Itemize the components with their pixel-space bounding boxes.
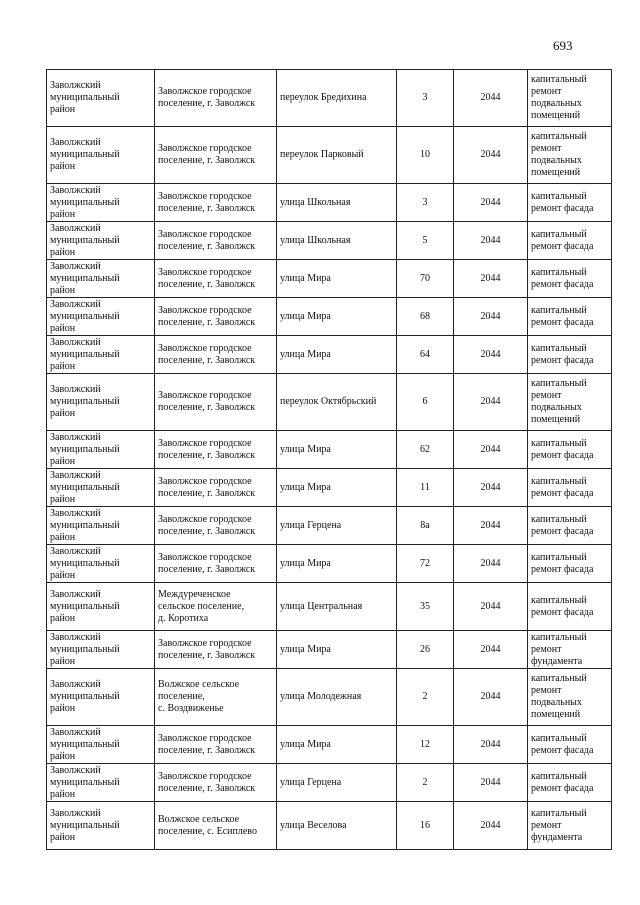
municipality-cell: Заволжский муниципальный район — [47, 764, 155, 802]
work-type-cell: капитальный ремонт подвальных помещений — [528, 70, 612, 127]
municipality-cell: Заволжский муниципальный район — [47, 583, 155, 631]
house-number-cell: 35 — [397, 583, 454, 631]
work-type-cell: капитальный ремонт фасада — [528, 764, 612, 802]
table-row — [47, 184, 612, 222]
table-row — [47, 222, 612, 260]
work-type-cell: капитальный ремонт фасада — [528, 298, 612, 336]
street-cell: улица Мира — [277, 431, 397, 469]
year-cell: 2044 — [454, 184, 528, 222]
year-cell: 2044 — [454, 70, 528, 127]
year-cell: 2044 — [454, 260, 528, 298]
work-type-cell: капитальный ремонт фасада — [528, 545, 612, 583]
street-cell: улица Школьная — [277, 222, 397, 260]
work-type-cell: капитальный ремонт фасада — [528, 431, 612, 469]
settlement-cell: Волжское сельское поселение, с. Воздвиженье — [155, 669, 277, 726]
street-cell: улица Герцена — [277, 507, 397, 545]
municipality-cell: Заволжский муниципальный район — [47, 631, 155, 669]
table-row — [47, 70, 612, 127]
settlement-cell: Междуреченское сельское поселение, д. Коротиха — [155, 583, 277, 631]
year-cell: 2044 — [454, 764, 528, 802]
house-number-cell: 8а — [397, 507, 454, 545]
house-number-cell: 62 — [397, 431, 454, 469]
municipality-cell: Заволжский муниципальный район — [47, 431, 155, 469]
settlement-cell: Заволжское городское поселение, г. Заволжск — [155, 726, 277, 764]
work-type-cell: капитальный ремонт фасада — [528, 260, 612, 298]
street-cell: улица Мира — [277, 545, 397, 583]
municipality-cell: Заволжский муниципальный район — [47, 507, 155, 545]
year-cell: 2044 — [454, 298, 528, 336]
house-number-cell: 2 — [397, 669, 454, 726]
work-type-cell: капитальный ремонт фасада — [528, 222, 612, 260]
street-cell: улица Герцена — [277, 764, 397, 802]
settlement-cell: Заволжское городское поселение, г. Заволжск — [155, 127, 277, 184]
year-cell: 2044 — [454, 545, 528, 583]
settlement-cell: Заволжское городское поселение, г. Заволжск — [155, 631, 277, 669]
house-number-cell: 11 — [397, 469, 454, 507]
municipality-cell: Заволжский муниципальный район — [47, 469, 155, 507]
municipality-cell: Заволжский муниципальный район — [47, 298, 155, 336]
house-number-cell: 70 — [397, 260, 454, 298]
work-type-cell: капитальный ремонт фасада — [528, 336, 612, 374]
year-cell: 2044 — [454, 507, 528, 545]
year-cell: 2044 — [454, 631, 528, 669]
table-row — [47, 374, 612, 431]
year-cell: 2044 — [454, 127, 528, 184]
table-row — [47, 726, 612, 764]
year-cell: 2044 — [454, 431, 528, 469]
street-cell: переулок Парковый — [277, 127, 397, 184]
year-cell: 2044 — [454, 336, 528, 374]
table-row — [47, 802, 612, 850]
municipality-cell: Заволжский муниципальный район — [47, 726, 155, 764]
year-cell: 2044 — [454, 726, 528, 764]
house-number-cell: 12 — [397, 726, 454, 764]
repair-schedule-table — [46, 69, 612, 850]
settlement-cell: Заволжское городское поселение, г. Заволжск — [155, 70, 277, 127]
municipality-cell: Заволжский муниципальный район — [47, 260, 155, 298]
street-cell: улица Мира — [277, 726, 397, 764]
table-row — [47, 764, 612, 802]
table-row — [47, 431, 612, 469]
municipality-cell: Заволжский муниципальный район — [47, 802, 155, 850]
house-number-cell: 64 — [397, 336, 454, 374]
house-number-cell: 26 — [397, 631, 454, 669]
settlement-cell: Заволжское городское поселение, г. Заволжск — [155, 184, 277, 222]
work-type-cell: капитальный ремонт фасада — [528, 726, 612, 764]
year-cell: 2044 — [454, 669, 528, 726]
page-number: 693 — [553, 38, 573, 53]
year-cell: 2044 — [454, 374, 528, 431]
municipality-cell: Заволжский муниципальный район — [47, 669, 155, 726]
municipality-cell: Заволжский муниципальный район — [47, 222, 155, 260]
table-row — [47, 469, 612, 507]
municipality-cell: Заволжский муниципальный район — [47, 184, 155, 222]
settlement-cell: Волжское сельское поселение, с. Есиплево — [155, 802, 277, 850]
municipality-cell: Заволжский муниципальный район — [47, 70, 155, 127]
work-type-cell: капитальный ремонт фундамента — [528, 802, 612, 850]
municipality-cell: Заволжский муниципальный район — [47, 127, 155, 184]
table-row — [47, 507, 612, 545]
work-type-cell: капитальный ремонт подвальных помещений — [528, 669, 612, 726]
settlement-cell: Заволжское городское поселение, г. Заволжск — [155, 374, 277, 431]
street-cell: улица Школьная — [277, 184, 397, 222]
table-row — [47, 583, 612, 631]
table-body — [47, 70, 612, 850]
year-cell: 2044 — [454, 583, 528, 631]
year-cell: 2044 — [454, 222, 528, 260]
settlement-cell: Заволжское городское поселение, г. Заволжск — [155, 336, 277, 374]
table-row — [47, 631, 612, 669]
street-cell: переулок Бредихина — [277, 70, 397, 127]
house-number-cell: 6 — [397, 374, 454, 431]
work-type-cell: капитальный ремонт фасада — [528, 469, 612, 507]
work-type-cell: капитальный ремонт подвальных помещений — [528, 127, 612, 184]
work-type-cell: капитальный ремонт фасада — [528, 184, 612, 222]
work-type-cell: капитальный ремонт фасада — [528, 583, 612, 631]
house-number-cell: 72 — [397, 545, 454, 583]
street-cell: улица Мира — [277, 260, 397, 298]
house-number-cell: 3 — [397, 184, 454, 222]
work-type-cell: капитальный ремонт подвальных помещений — [528, 374, 612, 431]
house-number-cell: 3 — [397, 70, 454, 127]
house-number-cell: 16 — [397, 802, 454, 850]
work-type-cell: капитальный ремонт фасада — [528, 507, 612, 545]
table-row — [47, 127, 612, 184]
table-row — [47, 298, 612, 336]
house-number-cell: 10 — [397, 127, 454, 184]
street-cell: улица Центральная — [277, 583, 397, 631]
settlement-cell: Заволжское городское поселение, г. Заволжск — [155, 431, 277, 469]
municipality-cell: Заволжский муниципальный район — [47, 545, 155, 583]
house-number-cell: 2 — [397, 764, 454, 802]
table-row — [47, 260, 612, 298]
settlement-cell: Заволжское городское поселение, г. Заволжск — [155, 469, 277, 507]
year-cell: 2044 — [454, 469, 528, 507]
settlement-cell: Заволжское городское поселение, г. Заволжск — [155, 222, 277, 260]
settlement-cell: Заволжское городское поселение, г. Заволжск — [155, 507, 277, 545]
table-row — [47, 669, 612, 726]
municipality-cell: Заволжский муниципальный район — [47, 336, 155, 374]
table-row — [47, 336, 612, 374]
work-type-cell: капитальный ремонт фундамента — [528, 631, 612, 669]
settlement-cell: Заволжское городское поселение, г. Заволжск — [155, 764, 277, 802]
house-number-cell: 68 — [397, 298, 454, 336]
table-row — [47, 545, 612, 583]
settlement-cell: Заволжское городское поселение, г. Заволжск — [155, 298, 277, 336]
street-cell: улица Веселова — [277, 802, 397, 850]
street-cell: улица Мира — [277, 631, 397, 669]
settlement-cell: Заволжское городское поселение, г. Заволжск — [155, 545, 277, 583]
street-cell: переулок Октябрьский — [277, 374, 397, 431]
house-number-cell: 5 — [397, 222, 454, 260]
street-cell: улица Мира — [277, 469, 397, 507]
street-cell: улица Молодежная — [277, 669, 397, 726]
year-cell: 2044 — [454, 802, 528, 850]
street-cell: улица Мира — [277, 336, 397, 374]
settlement-cell: Заволжское городское поселение, г. Заволжск — [155, 260, 277, 298]
street-cell: улица Мира — [277, 298, 397, 336]
municipality-cell: Заволжский муниципальный район — [47, 374, 155, 431]
